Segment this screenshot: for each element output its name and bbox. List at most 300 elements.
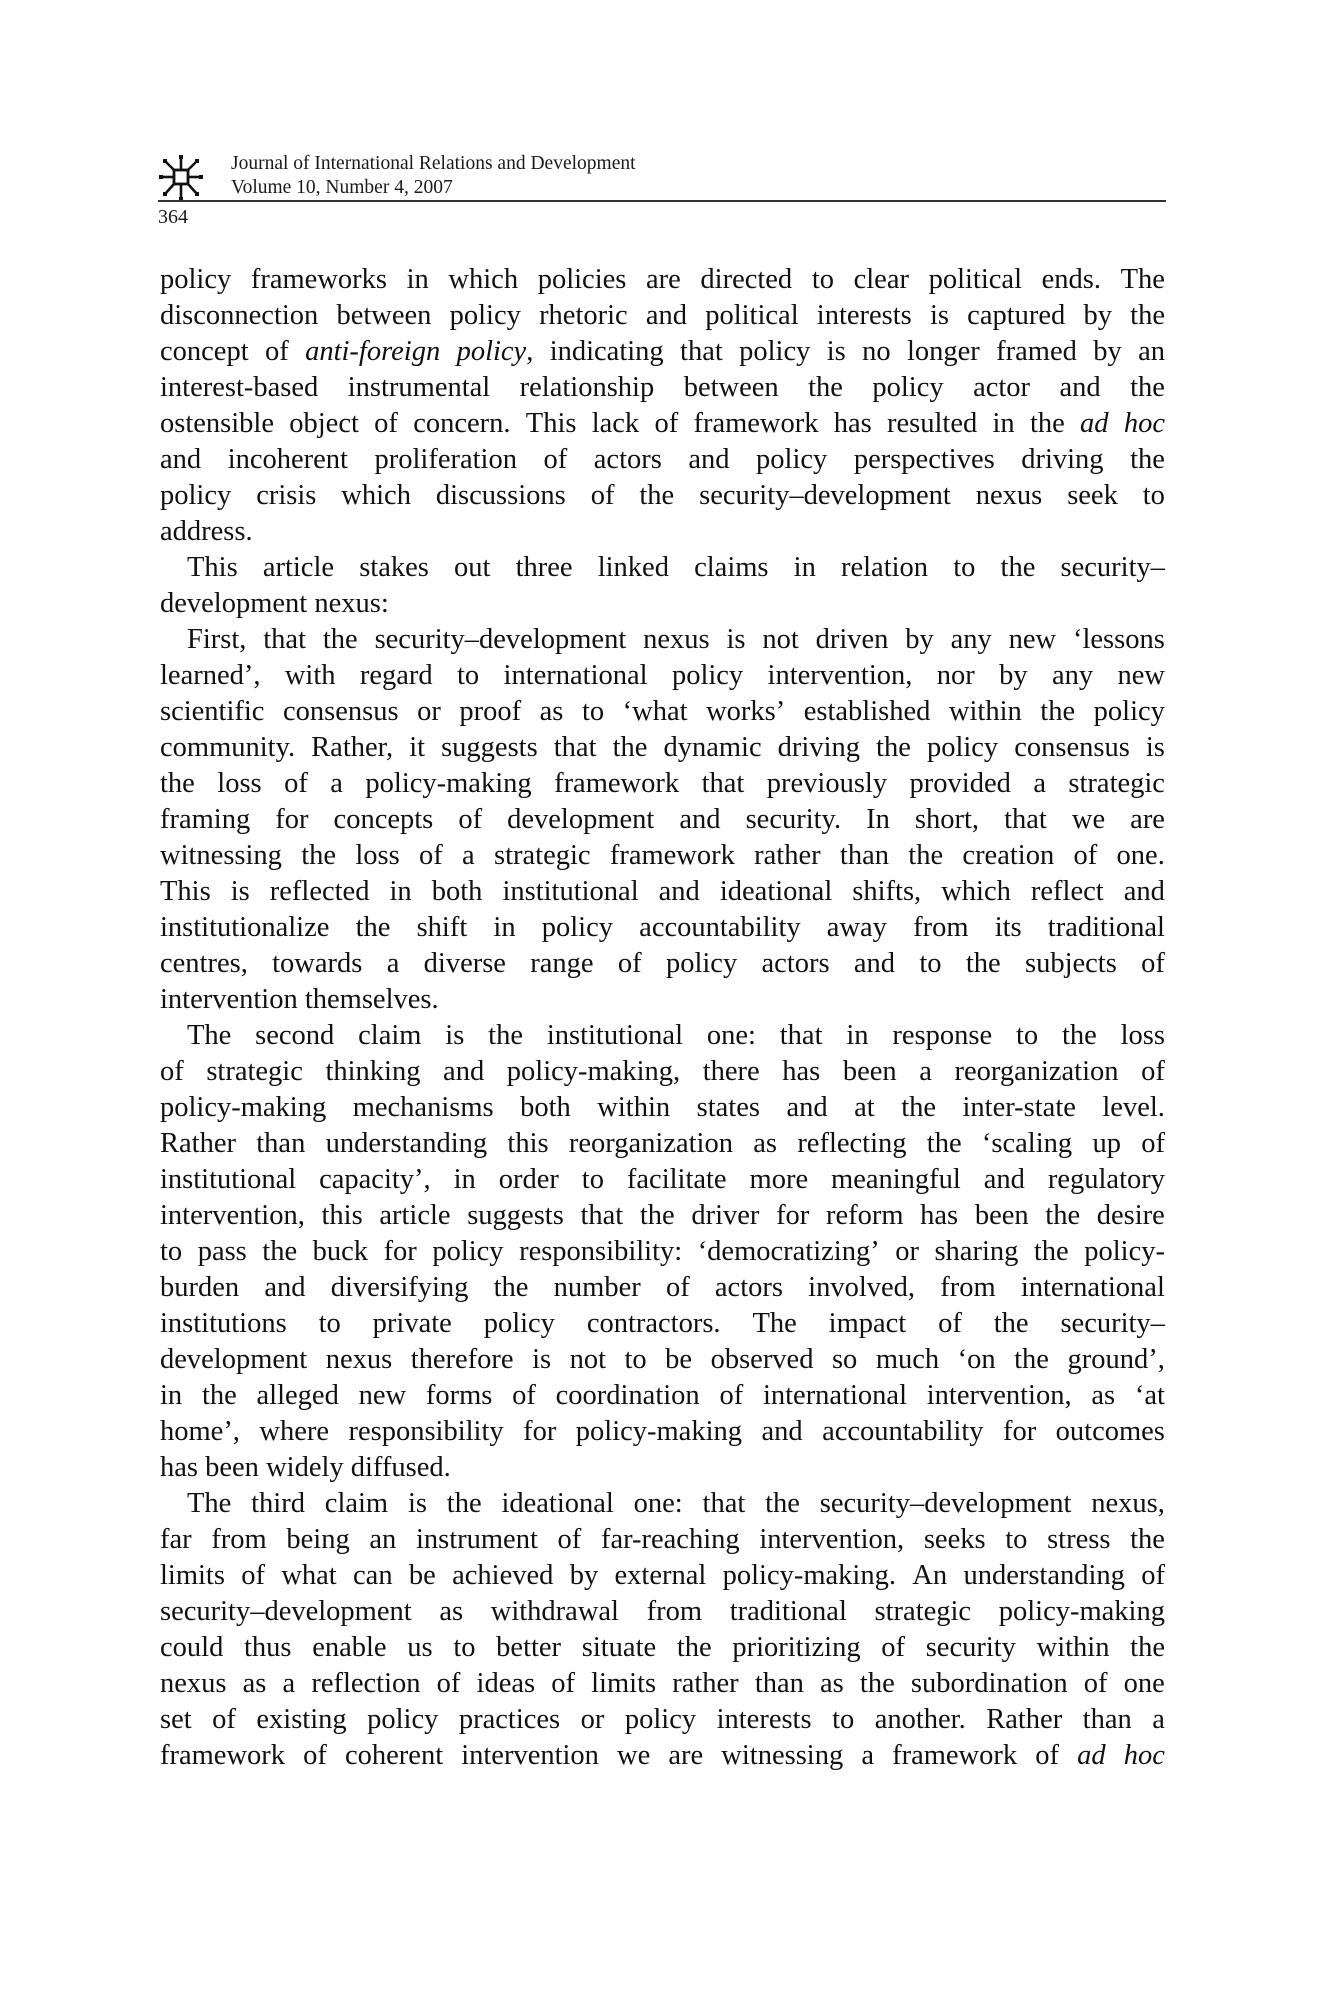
word: with — [284, 660, 336, 691]
word: range — [530, 948, 594, 979]
word: relationship — [519, 372, 655, 403]
word: witnessing — [721, 1740, 844, 1771]
word: burden — [160, 1272, 240, 1303]
word: of — [551, 1668, 575, 1699]
word: the — [1045, 1200, 1081, 1231]
word: the — [639, 1200, 675, 1231]
word: clear — [853, 264, 909, 295]
word: ideas — [476, 1668, 536, 1699]
word: actors — [761, 948, 830, 979]
word: ad — [1080, 408, 1109, 439]
word: policy — [624, 1704, 697, 1735]
word: it — [409, 732, 426, 763]
text-line — [160, 1450, 1165, 1486]
word: set — [160, 1704, 192, 1735]
word: object — [289, 408, 359, 439]
word: the — [901, 1092, 937, 1123]
word: in — [493, 912, 516, 943]
word: in — [793, 552, 816, 583]
word: of — [160, 1056, 184, 1087]
word: coherent — [345, 1740, 444, 1771]
text-line — [160, 1090, 1165, 1126]
word: ‘on — [957, 1344, 996, 1375]
text-line — [160, 838, 1165, 874]
word: security–development — [374, 624, 627, 655]
text-line — [160, 622, 1165, 658]
word: are — [645, 264, 681, 295]
word: impact — [828, 1308, 907, 1339]
word: has — [160, 1452, 198, 1483]
word: not — [569, 1344, 606, 1375]
word: away — [826, 912, 887, 943]
paragraph — [160, 550, 1165, 622]
word: has — [782, 1056, 821, 1087]
word: for — [776, 1200, 810, 1231]
word: in — [406, 264, 429, 295]
text-line — [160, 694, 1165, 730]
text-line — [160, 1378, 1165, 1414]
word: the — [1061, 1020, 1097, 1051]
text-line — [160, 658, 1165, 694]
text-line — [160, 910, 1165, 946]
word: not — [762, 624, 799, 655]
word: of — [938, 1308, 962, 1339]
word: within — [597, 1092, 671, 1123]
word: another. — [874, 1704, 966, 1735]
header-rule — [158, 200, 1166, 202]
word: actors — [714, 1272, 783, 1303]
word: policy — [483, 1308, 555, 1339]
word: nexus — [975, 480, 1043, 511]
word: witnessing — [160, 840, 282, 871]
text-line — [160, 1594, 1165, 1630]
word: is — [726, 624, 746, 655]
word: from — [913, 912, 969, 943]
word: policy-making — [160, 1092, 327, 1123]
word: number — [553, 1272, 641, 1303]
word: one — [1123, 1668, 1165, 1699]
word: strategic — [874, 1596, 972, 1627]
word: creation — [962, 840, 1055, 871]
text-line — [160, 982, 1165, 1018]
word: to — [453, 1632, 476, 1663]
word: are — [668, 1740, 704, 1771]
word: policy — [367, 1704, 439, 1735]
word: shifts, — [852, 876, 922, 907]
word: directed — [700, 264, 793, 295]
word: the — [908, 840, 944, 871]
word: to — [1005, 1524, 1028, 1555]
word: to — [1015, 1020, 1039, 1051]
word: has — [833, 408, 872, 439]
word: interest-based — [160, 372, 319, 403]
word: than — [256, 1128, 306, 1159]
word: This — [525, 408, 577, 439]
word: new — [1117, 660, 1165, 691]
word: of — [1073, 840, 1098, 871]
word: be — [408, 1560, 436, 1591]
paragraph — [160, 1486, 1165, 1774]
word: this — [507, 1128, 549, 1159]
word: we — [617, 1740, 651, 1771]
word: hoc — [1123, 408, 1165, 439]
word: of — [436, 1668, 461, 1699]
word: where — [259, 1416, 330, 1447]
word: practices — [458, 1704, 561, 1735]
word: policy-making — [998, 1596, 1165, 1627]
word: rhetoric — [539, 300, 628, 331]
word: can — [353, 1560, 393, 1591]
word: withdrawal — [490, 1596, 619, 1627]
word: works’ — [706, 696, 786, 727]
word: of — [665, 1272, 690, 1303]
word: ad — [1077, 1740, 1106, 1771]
word: the — [1130, 1524, 1165, 1555]
word: international — [503, 660, 648, 691]
word: from — [211, 1524, 267, 1555]
word: political — [705, 300, 799, 331]
word: of — [1141, 1056, 1165, 1087]
word: alleged — [256, 1380, 339, 1411]
word: ‘democratizing’ — [697, 1236, 880, 1267]
word: reorganization — [568, 1128, 733, 1159]
word: and — [983, 1164, 1025, 1195]
word: of — [458, 804, 483, 835]
word: established — [803, 696, 931, 727]
word: of — [512, 1380, 536, 1411]
word: policies — [537, 264, 627, 295]
word: by — [905, 624, 934, 655]
word: an — [1138, 336, 1165, 367]
word: concern. — [413, 408, 511, 439]
word: been — [842, 1056, 897, 1087]
word: any — [950, 624, 992, 655]
word: involved, — [808, 1272, 916, 1303]
text-line — [160, 334, 1165, 370]
text-line — [160, 1558, 1165, 1594]
word: the — [301, 840, 337, 871]
word: inter-state — [962, 1092, 1076, 1123]
word: shift — [416, 912, 468, 943]
word: ostensible — [160, 408, 274, 439]
word: been — [205, 1452, 259, 1483]
word: for — [383, 1236, 417, 1267]
word: nexus — [643, 624, 710, 655]
word: and — [688, 444, 730, 475]
word: provided — [909, 768, 1011, 799]
word: of — [617, 948, 642, 979]
word: desire — [1096, 1200, 1165, 1231]
word: instrument — [415, 1524, 538, 1555]
word: institutional — [160, 1164, 297, 1195]
word: proof — [459, 696, 522, 727]
word: a — [462, 840, 475, 871]
word: policy — [671, 660, 744, 691]
word: that — [680, 336, 723, 367]
word: the — [965, 948, 1001, 979]
word: international — [1020, 1272, 1165, 1303]
word: far — [160, 1524, 192, 1555]
word: one: — [706, 1020, 756, 1051]
word: ideational — [719, 876, 833, 907]
word: one: — [633, 1488, 683, 1519]
word: to — [832, 1704, 855, 1735]
word: diffused. — [350, 1452, 451, 1483]
word: by — [1083, 300, 1112, 331]
text-line — [160, 478, 1165, 514]
word: the — [355, 912, 391, 943]
word: of — [719, 1380, 744, 1411]
word: learned’, — [160, 660, 261, 691]
word: diverse — [423, 948, 506, 979]
word: claim — [358, 1020, 422, 1051]
word: security. — [745, 804, 842, 835]
word: the — [808, 372, 843, 403]
word: is — [929, 300, 949, 331]
word: political — [928, 264, 1022, 295]
word: been — [974, 1200, 1029, 1231]
text-line — [160, 1198, 1165, 1234]
text-line — [160, 946, 1165, 982]
word: seeks — [923, 1524, 986, 1555]
text-line — [160, 1702, 1165, 1738]
word: reflection — [311, 1668, 421, 1699]
word: any — [1051, 660, 1094, 691]
word: mechanisms — [352, 1092, 494, 1123]
word: meaningful — [831, 1164, 961, 1195]
running-head — [231, 152, 636, 200]
volume-info: Volume 10, Number 4, 2007 — [231, 177, 453, 198]
word: is — [445, 1020, 465, 1051]
word: framework — [554, 768, 680, 799]
word: suggests — [441, 732, 538, 763]
word: consensus — [283, 696, 399, 727]
word: nexus, — [1091, 1488, 1165, 1519]
word: much — [875, 1344, 940, 1375]
word: traditional — [729, 1596, 847, 1627]
word: perspectives — [853, 444, 995, 475]
word: article — [262, 552, 335, 583]
word: indicating — [549, 336, 664, 367]
word: claim — [324, 1488, 389, 1519]
word: there — [702, 1056, 760, 1087]
word: from — [646, 1596, 703, 1627]
word: as — [539, 696, 564, 727]
word: the — [446, 1488, 482, 1519]
word: of — [543, 444, 568, 475]
word: as — [1091, 1380, 1116, 1411]
word: The — [752, 1308, 797, 1339]
word: or — [417, 696, 441, 727]
word: is — [826, 336, 846, 367]
word: policy-making — [365, 768, 532, 799]
text-line — [160, 1162, 1165, 1198]
word: the — [201, 1380, 237, 1411]
word: dynamic — [663, 732, 762, 763]
word: framework — [892, 1740, 1018, 1771]
word: be — [665, 1344, 693, 1375]
word: states — [696, 1092, 760, 1123]
word: the — [488, 1020, 523, 1051]
word: of — [374, 408, 398, 439]
word: a — [330, 768, 343, 799]
word: strategic — [1068, 768, 1165, 799]
word: therefore — [410, 1344, 514, 1375]
word: a — [282, 1668, 296, 1699]
word: of — [1083, 1668, 1108, 1699]
word: so — [831, 1344, 858, 1375]
word: Rather, — [311, 732, 394, 763]
word: external — [614, 1560, 707, 1591]
word: of — [881, 1632, 906, 1663]
word: In — [866, 804, 890, 835]
word: of — [284, 768, 308, 799]
word: seek — [1067, 480, 1118, 511]
word: new — [358, 1380, 407, 1411]
word: This — [160, 876, 211, 907]
word: address. — [160, 516, 253, 547]
word: nor — [936, 660, 975, 691]
word: as — [242, 1668, 267, 1699]
word: diversifying — [330, 1272, 469, 1303]
word: nexus — [160, 1668, 227, 1699]
text-line — [160, 1306, 1165, 1342]
word: Rather — [986, 1704, 1063, 1735]
word: as — [820, 1668, 844, 1699]
word: the — [1033, 1236, 1069, 1267]
word: by — [999, 660, 1028, 691]
word: and — [1059, 372, 1101, 403]
word: contractors. — [586, 1308, 721, 1339]
word: to — [919, 948, 942, 979]
text-line — [160, 1414, 1165, 1450]
word: security — [925, 1632, 1016, 1663]
word: by — [569, 1560, 599, 1591]
word: The — [187, 1488, 232, 1519]
page-number: 364 — [158, 206, 188, 228]
word: responsibility — [348, 1416, 504, 1447]
word: within — [1036, 1632, 1110, 1663]
word: of — [241, 1560, 265, 1591]
word: First, — [187, 624, 247, 655]
word: driven — [815, 624, 889, 655]
word: the — [160, 768, 195, 799]
text-line — [160, 874, 1165, 910]
word: and — [786, 1092, 828, 1123]
text-line — [160, 1738, 1165, 1774]
word: policy — [739, 336, 811, 367]
word: response — [892, 1020, 993, 1051]
word: the — [926, 1128, 962, 1159]
word: an — [369, 1524, 397, 1555]
word: a — [861, 1740, 874, 1771]
word: previously — [766, 768, 888, 799]
word: a — [1033, 768, 1046, 799]
word: order — [498, 1164, 559, 1195]
word: stakes — [359, 552, 429, 583]
word: achieved — [452, 1560, 554, 1591]
word: policy — [160, 264, 232, 295]
publisher-logo-icon — [158, 154, 204, 202]
word: intervention, — [160, 1200, 305, 1231]
word: the — [1130, 1632, 1165, 1663]
word: that — [701, 768, 745, 799]
word: both — [520, 1092, 571, 1123]
text-line — [160, 442, 1165, 478]
word: of — [1141, 948, 1165, 979]
text-line — [160, 1342, 1165, 1378]
word: the — [876, 732, 911, 763]
word: widely — [266, 1452, 344, 1483]
word: ‘scaling — [981, 1128, 1073, 1159]
word: towards — [272, 948, 363, 979]
word: development — [160, 1344, 308, 1375]
word: intervention — [461, 1740, 599, 1771]
word: consensus — [1014, 732, 1130, 763]
text-line — [160, 1054, 1165, 1090]
word: in — [453, 1164, 476, 1195]
word: to — [457, 660, 480, 691]
word: thinking — [325, 1056, 421, 1087]
word: security–development — [160, 1596, 412, 1627]
word: institutional — [502, 876, 639, 907]
text-line — [160, 1126, 1165, 1162]
word: are — [1130, 804, 1165, 835]
word: the — [765, 1488, 800, 1519]
word: between — [683, 372, 779, 403]
word: security–development — [819, 1488, 1072, 1519]
word: what — [281, 1560, 337, 1591]
word: resulted — [887, 408, 978, 439]
word: policy-making — [575, 1416, 742, 1447]
word: and — [443, 1056, 485, 1087]
word: thus — [244, 1632, 292, 1663]
word: capacity’, — [319, 1164, 431, 1195]
word: which — [341, 480, 411, 511]
word: themselves. — [304, 984, 439, 1015]
text-line — [160, 514, 1165, 550]
word: loss — [217, 768, 262, 799]
word: than — [1082, 1704, 1132, 1735]
word: nexus — [325, 1344, 393, 1375]
text-line — [160, 1666, 1165, 1702]
article-body — [160, 262, 1165, 1774]
word: than — [754, 1668, 804, 1699]
text-line — [160, 766, 1165, 802]
word: prioritizing — [732, 1632, 861, 1663]
word: in — [389, 876, 412, 907]
word: outcomes — [1055, 1416, 1165, 1447]
word: community. — [160, 732, 296, 763]
word: This — [187, 552, 238, 583]
word: actor — [973, 372, 1031, 403]
word: institutional — [546, 1020, 683, 1051]
word: policy- — [1084, 1236, 1165, 1267]
paragraph — [160, 1018, 1165, 1486]
word: policy — [160, 480, 232, 511]
word: hoc — [1123, 1740, 1165, 1771]
word: and — [658, 876, 700, 907]
word: the — [1029, 408, 1065, 439]
word: one. — [1116, 840, 1165, 871]
word: for — [275, 804, 309, 835]
word: a — [919, 1056, 932, 1087]
word: the — [493, 1272, 529, 1303]
word: international — [762, 1380, 907, 1411]
word: to — [318, 1308, 341, 1339]
word: for — [523, 1416, 557, 1447]
word: subordination — [910, 1668, 1068, 1699]
